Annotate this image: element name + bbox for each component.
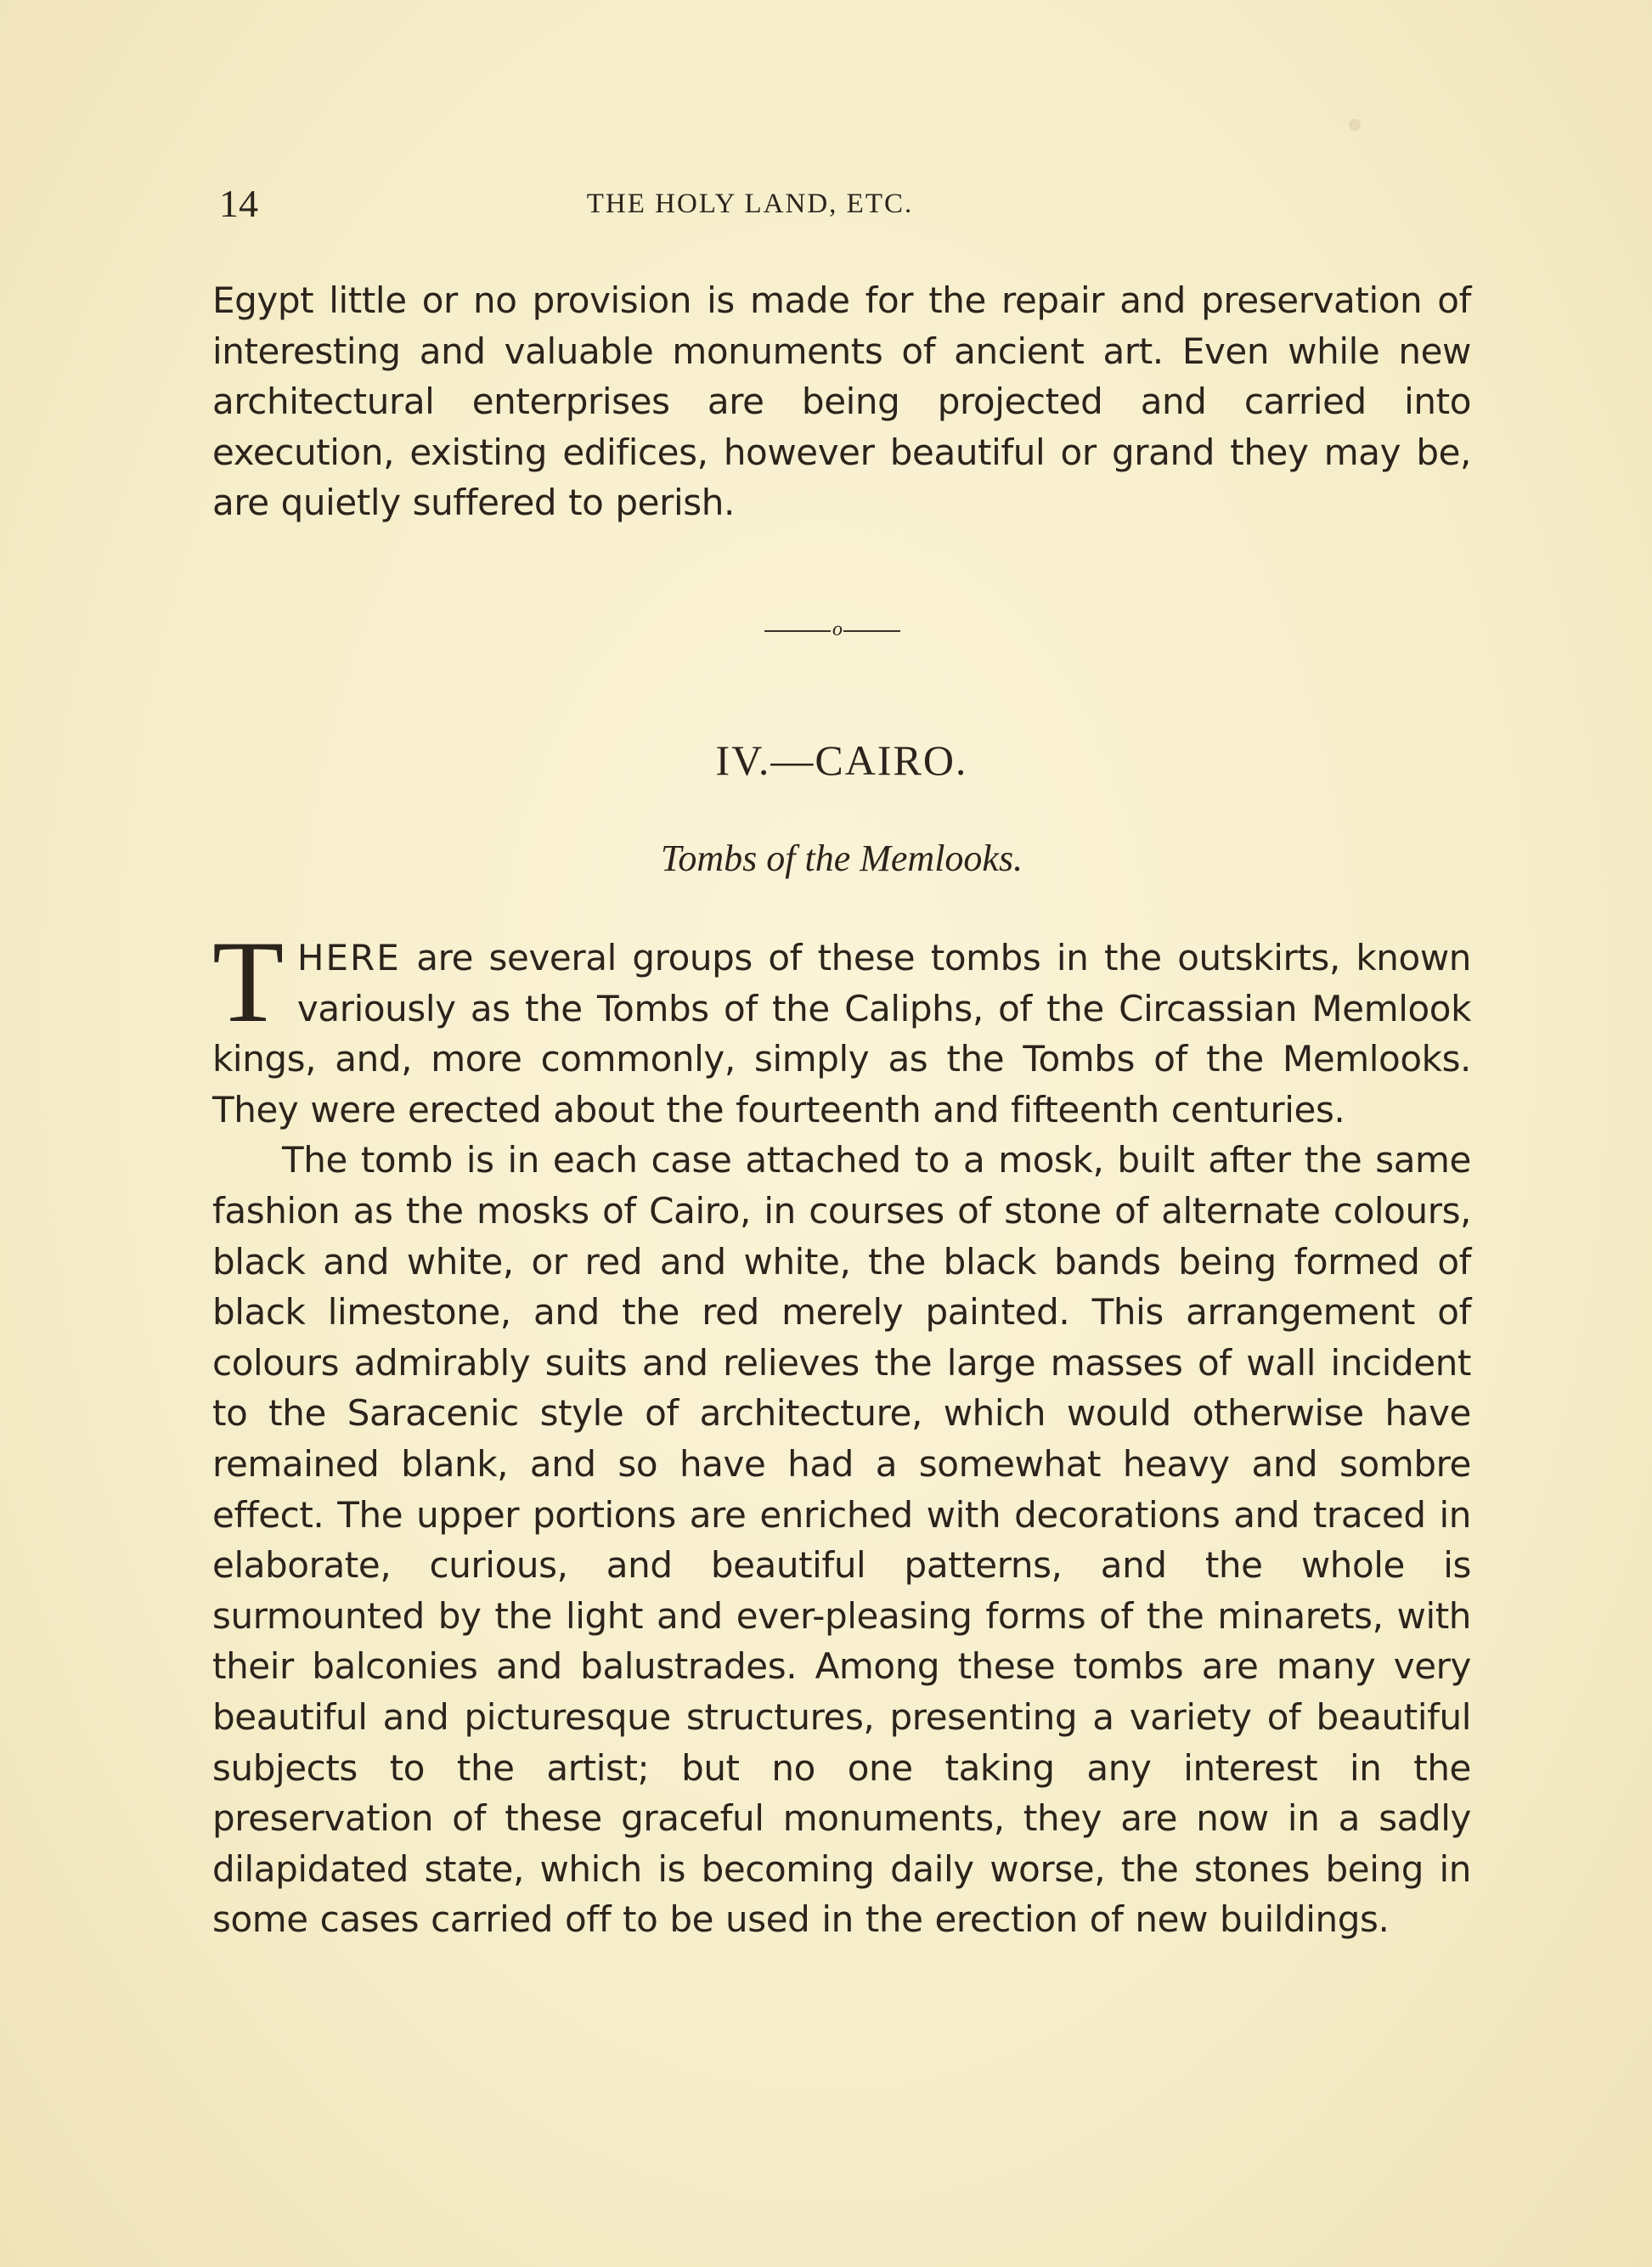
paper-spot bbox=[1349, 119, 1361, 131]
divider-rule-right bbox=[843, 630, 900, 632]
page-header bbox=[219, 178, 1476, 229]
lead-word: HERE bbox=[296, 937, 401, 978]
drop-cap: T bbox=[212, 916, 284, 1046]
continued-paragraph: Egypt little or no provision is made for the repair and preservation of interesting and valuable monuments of ancient art. Even while new architectural enterprises are being projected and carried into execution, existing edifices, however beautiful or grand they may be, are quietly suffered to perish. bbox=[212, 279, 1471, 524]
paragraph-1 bbox=[212, 916, 1471, 1135]
divider-rule-left bbox=[764, 630, 831, 632]
page-number: 14 bbox=[219, 182, 258, 225]
section-subtitle: Tombs of the Memlooks. bbox=[660, 837, 1023, 879]
paragraph-1-text: are several groups of these tombs in the outskirts, known variously as the Tombs of the Caliphs, of the Circassian Memlook kings, and, more commonly, simply as the Tombs of the Memlooks. They were erected about the fourteenth and fifteenth centuries. bbox=[212, 937, 1471, 1131]
paragraph-2: The tomb is in each case attached to a mosk, built after the same fashion as the mosks of Cairo, in courses of stone of alternate colours, black and white, or red and white, the black bands being formed of black limestone, and the red merely painted. This arrangement of colours admirably suits and relieves the large masses of wall incident to the Saracenic style of architecture, which would otherwise have remained blank, and so have had a somewhat heavy and sombre effect. The upper portions are enriched with decorations and traced in elaborate, curious, and beautiful patterns, and the whole is surmounted by the light and ever-pleasing forms of the minarets, with their balconies and balustrades. Among these tombs are many very beautiful and picturesque structures, presenting a variety of beautiful subjects to the artist; but no one taking any interest in the preservation of these graceful monuments, they are now in a sadly dilapidated state, which is becoming daily worse, the stones being in some cases carried off to be used in the erection of new buildings. bbox=[212, 1139, 1471, 1941]
divider-mark: o bbox=[832, 618, 843, 640]
section-title: IV.—CAIRO. bbox=[715, 736, 968, 784]
section-body bbox=[212, 916, 1471, 1945]
section-divider bbox=[764, 613, 900, 647]
running-head: THE HOLY LAND, ETC. bbox=[586, 189, 914, 219]
